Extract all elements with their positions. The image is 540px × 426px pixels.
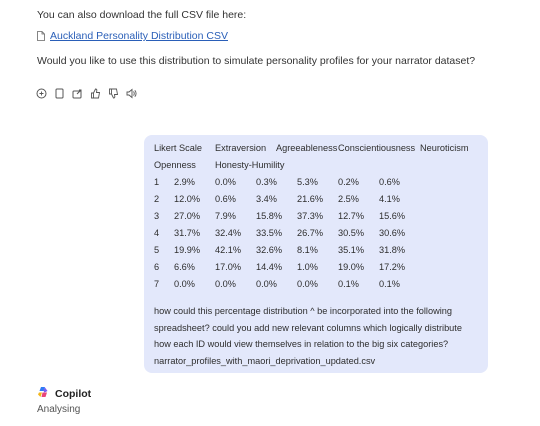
- csv-link-row: [37, 30, 228, 42]
- assistant-name: Copilot: [55, 388, 92, 400]
- thumbs-up-icon[interactable]: [90, 86, 101, 97]
- table-cell: 31.7%: [174, 228, 201, 238]
- message-line: how could this percentage distribution ^ be incorporated into the following: [154, 306, 452, 316]
- table-cell: 0.1%: [379, 279, 400, 289]
- attached-filename: narrator_profiles_with_maori_deprivation_updated.csv: [154, 355, 376, 366]
- table-cell: 1.0%: [297, 262, 318, 272]
- assistant-status: Analysing: [37, 404, 81, 415]
- table-header: Honesty-Humility: [215, 160, 285, 170]
- table-cell: 0.6%: [215, 194, 236, 204]
- table-cell: 17.0%: [215, 262, 242, 272]
- table-cell: 19.9%: [174, 245, 201, 255]
- table-cell: 3: [154, 211, 160, 221]
- table-cell: 15.6%: [379, 211, 406, 221]
- table-cell: 31.8%: [379, 245, 406, 255]
- table-cell: 37.3%: [297, 211, 324, 221]
- page-icon[interactable]: [54, 86, 65, 97]
- table-cell: 6.6%: [174, 262, 195, 272]
- thumbs-down-icon[interactable]: [108, 86, 119, 97]
- csv-download-link[interactable]: Auckland Personality Distribution CSV: [50, 30, 228, 42]
- table-cell: 17.2%: [379, 262, 406, 272]
- table-header: Conscientiousness: [338, 143, 416, 153]
- table-cell: 42.1%: [215, 245, 242, 255]
- file-icon: [37, 31, 45, 41]
- table-cell: 0.3%: [256, 177, 277, 187]
- table-header: Agreeableness: [276, 143, 338, 153]
- table-cell: 21.6%: [297, 194, 324, 204]
- speaker-icon[interactable]: [126, 86, 137, 97]
- table-cell: 0.1%: [338, 279, 359, 289]
- table-cell: 14.4%: [256, 262, 283, 272]
- table-cell: 8.1%: [297, 245, 318, 255]
- table-cell: 32.4%: [215, 228, 242, 238]
- message-actions: [36, 86, 137, 97]
- table-cell: 7: [154, 279, 160, 289]
- table-cell: 5.3%: [297, 177, 318, 187]
- table-cell: 0.0%: [256, 279, 277, 289]
- table-cell: 33.5%: [256, 228, 283, 238]
- table-cell: 0.0%: [297, 279, 318, 289]
- table-cell: 1: [154, 177, 160, 187]
- table-cell: 19.0%: [338, 262, 365, 272]
- table-cell: 30.5%: [338, 228, 365, 238]
- table-cell: 27.0%: [174, 211, 201, 221]
- table-cell: 26.7%: [297, 228, 324, 238]
- table-cell: 0.0%: [215, 177, 236, 187]
- table-header: Neuroticism: [420, 143, 469, 153]
- table-cell: 35.1%: [338, 245, 365, 255]
- table-header: Openness: [154, 160, 196, 170]
- table-cell: 2.9%: [174, 177, 195, 187]
- table-cell: 7.9%: [215, 211, 236, 221]
- table-cell: 0.0%: [174, 279, 195, 289]
- table-header: Likert Scale: [154, 143, 203, 153]
- table-cell: 12.0%: [174, 194, 201, 204]
- table-cell: 15.8%: [256, 211, 283, 221]
- copy-icon[interactable]: [36, 86, 47, 97]
- share-icon[interactable]: [72, 86, 83, 97]
- table-cell: 0.0%: [215, 279, 236, 289]
- assistant-question: Would you like to use this distribution to simulate personality profiles for your narrator dataset?: [37, 55, 476, 67]
- table-cell: 2.5%: [338, 194, 359, 204]
- assistant-header: [37, 385, 91, 403]
- table-cell: 32.6%: [256, 245, 283, 255]
- table-cell: 4.1%: [379, 194, 400, 204]
- message-line: how each ID would view themselves in relation to the big six categories?: [154, 339, 449, 349]
- table-cell: 2: [154, 194, 160, 204]
- table-cell: 12.7%: [338, 211, 365, 221]
- table-cell: 6: [154, 262, 160, 272]
- table-cell: 0.6%: [379, 177, 400, 187]
- table-header: Extraversion: [215, 143, 267, 153]
- user-message-bubble: [144, 135, 488, 373]
- copilot-logo-icon: [37, 385, 49, 403]
- table-cell: 4: [154, 228, 160, 238]
- table-cell: 5: [154, 245, 160, 255]
- table-cell: 0.2%: [338, 177, 359, 187]
- table-cell: 3.4%: [256, 194, 277, 204]
- user-message-text: [154, 303, 484, 369]
- table-cell: 30.6%: [379, 228, 406, 238]
- message-line: spreadsheet? could you add new relevant columns which logically distribute: [154, 322, 462, 333]
- download-text: You can also download the full CSV file here:: [37, 9, 247, 21]
